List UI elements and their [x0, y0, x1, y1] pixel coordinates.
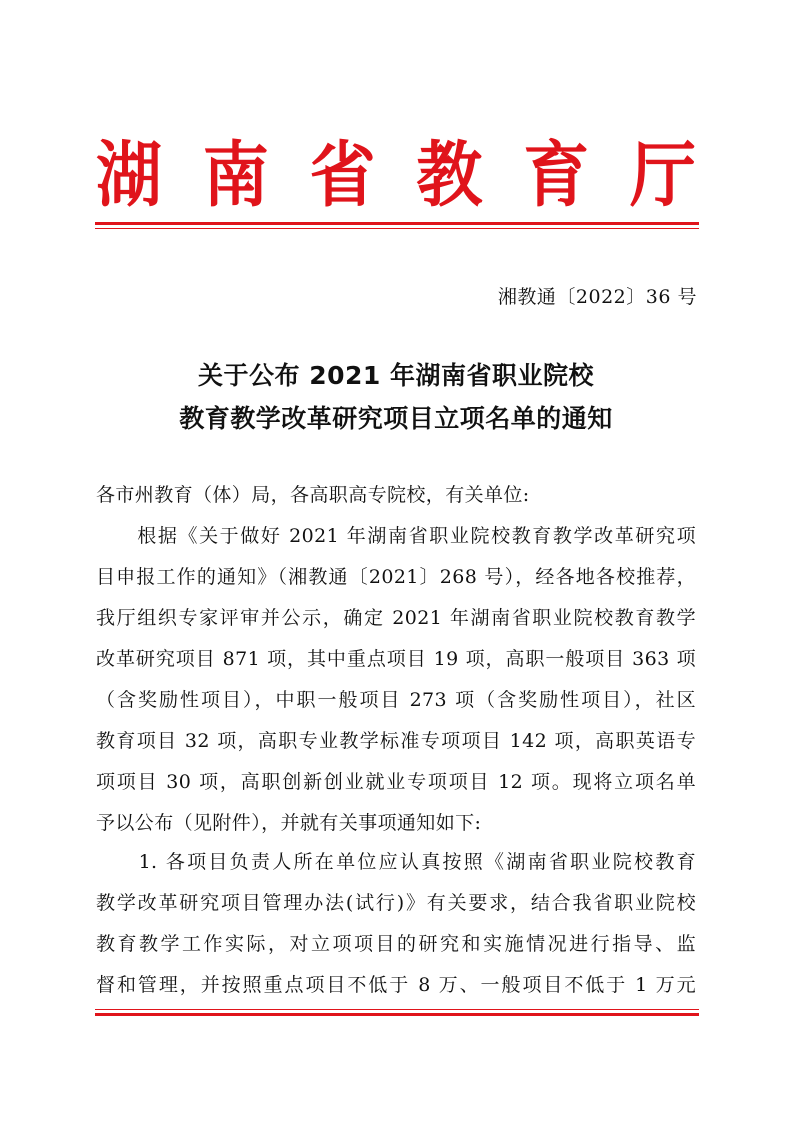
body-line: 予以公布（见附件），并就有关事项通知如下:: [96, 812, 482, 834]
body-line: 我厅组织专家评审并公示，确定 2021 年湖南省职业院校教育教学: [96, 607, 696, 629]
letterhead-char: 南: [202, 132, 269, 217]
document-title-line-2: 教育教学改革研究项目立项名单的通知: [179, 404, 613, 433]
document-title-line-1: 关于公布 2021 年湖南省职业院校: [198, 361, 594, 390]
letterhead-char: 厅: [629, 132, 696, 217]
letterhead-char: 省: [309, 132, 376, 217]
letterhead-rule-thick: [95, 222, 699, 225]
body-line: 教育教学工作实际，对立项项目的研究和实施情况进行指导、监: [96, 933, 696, 955]
body-line: 督和管理，并按照重点项目不低于 8 万、一般项目不低于 1 万元: [96, 974, 696, 996]
letterhead-char: 湖: [96, 132, 162, 217]
addressee: 各市州教育（体）局，各高职高专院校，有关单位:: [96, 484, 530, 506]
letterhead-rule-thin: [95, 228, 699, 229]
body-line: 目申报工作的通知》（湘教通〔2021〕268 号），经各地各校推荐，: [96, 566, 696, 588]
footer-rule-thin: [95, 1009, 699, 1010]
document-number: 湘教通〔2022〕36 号: [497, 286, 697, 308]
letterhead-title: [96, 118, 696, 218]
footer-rule-thick: [95, 1013, 699, 1016]
body-line: 根据《关于做好 2021 年湖南省职业院校教育教学改革研究项: [96, 525, 696, 547]
body-line: 1. 各项目负责人所在单位应认真按照《湖南省职业院校教育: [96, 851, 696, 873]
body-line: （含奖励性项目），中职一般项目 273 项（含奖励性项目），社区: [96, 689, 696, 711]
body-line: 教育项目 32 项，高职专业教学标准专项项目 142 项，高职英语专: [96, 730, 696, 752]
letterhead-char: 育: [523, 132, 590, 217]
body-line: 教学改革研究项目管理办法(试行)》有关要求，结合我省职业院校: [96, 892, 696, 914]
body-line: 项项目 30 项，高职创新创业就业专项项目 12 项。现将立项名单: [96, 771, 696, 793]
body-line: 改革研究项目 871 项，其中重点项目 19 项，高职一般项目 363 项: [96, 648, 696, 670]
letterhead-char: 教: [416, 132, 483, 217]
